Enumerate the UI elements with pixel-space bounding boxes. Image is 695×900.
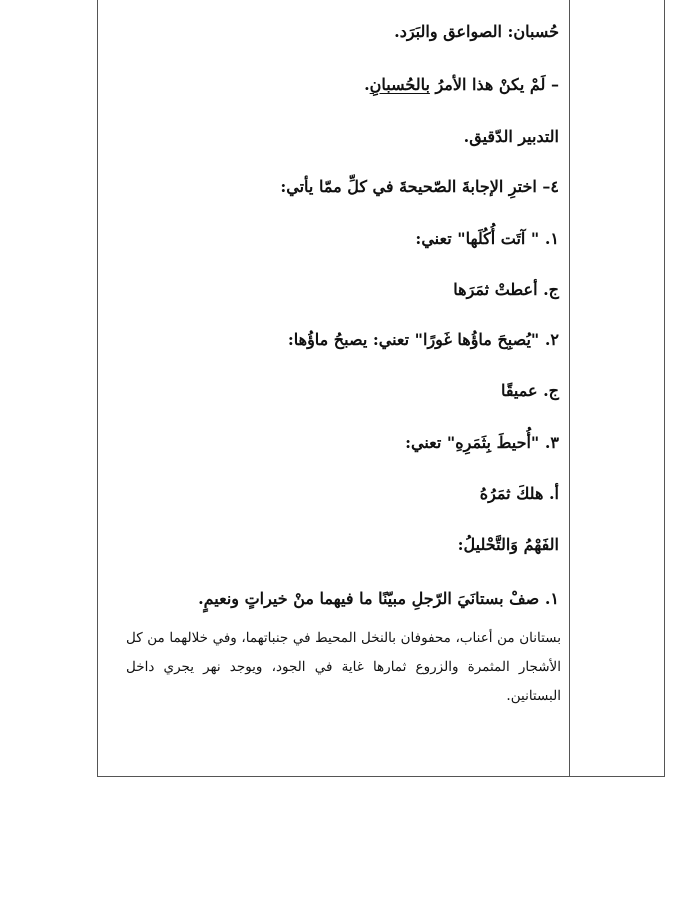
vocab-definition: حُسبان: الصواعق والبَرَد. <box>394 22 559 41</box>
section-heading: الفَهْمُ وَالتَّحْليلُ: <box>457 535 559 554</box>
table-frame <box>97 0 665 777</box>
question-3: ٣. "أُحيطَ بِثَمَرِهِ" تعني: <box>405 433 559 452</box>
comprehension-question-1: ١. صفْ بستانَيَ الرّجلِ مبيّنًا ما فيهما منْ خيراتٍ ونعيمٍ. <box>198 589 559 608</box>
question-2: ٢. "يُصبِحَ ماؤُها غَورًا" تعني: يصبحُ ماؤُها: <box>287 330 559 349</box>
example-underlined-word: بالحُسبانِ <box>369 75 430 94</box>
question-1: ١. " آتَت أُكُلَها" تعني: <box>415 229 559 248</box>
answer-paragraph: بستانان من أعناب، محفوفان بالنخل المحيط في جنباتهما، وفي خلالهما من كل الأشجار المثمرة والزروع ثمارها غاية في الجود، ويوجد نهر يجري داخل البستانين. <box>126 630 561 704</box>
vocab-meaning: التدبير الدّقيق. <box>463 127 559 146</box>
question-heading: ٤– اخترِ الإجابةَ الصّحيحةَ في كلِّ ممّا يأتي: <box>280 177 559 196</box>
answer-2: ج. عميقًا <box>500 381 559 400</box>
example-after: . <box>364 75 370 94</box>
example-sentence <box>364 75 559 94</box>
column-divider <box>569 0 570 776</box>
answer-3: أ. هلكَ ثمَرُهُ <box>479 484 559 503</box>
answer-1: ج. أعطتْ ثمَرَها <box>453 280 559 299</box>
content-cell <box>98 0 569 776</box>
example-before: – لَمْ يكنْ هذا الأمرُ <box>429 75 559 94</box>
